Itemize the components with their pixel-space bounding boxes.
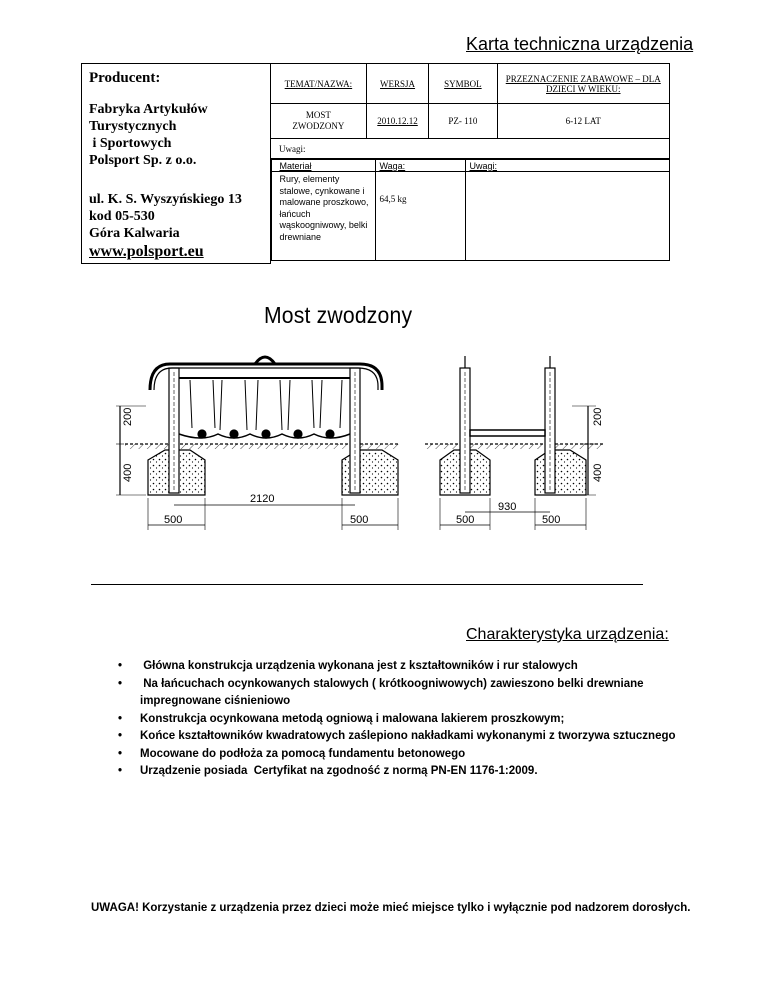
notes-label: Uwagi: <box>271 139 670 159</box>
list-item-text: Końce kształtowników kwadratowych zaślepiono nakładkami wykonanymi z tworzywa sztucznego <box>140 730 676 742</box>
producer-name-line: Fabryka Artykułów <box>89 102 208 117</box>
document-title: Karta techniczna urządzenia <box>466 34 694 54</box>
producer-website-link[interactable]: www.polsport.eu <box>89 243 204 260</box>
producer-address-line: ul. K. S. Wyszyńskiego 13 <box>89 192 242 207</box>
bullet: • <box>118 747 123 760</box>
front-dim-foot-right: 500 <box>350 514 369 526</box>
value-age: 6-12 LAT <box>497 104 670 139</box>
producer-label: Producent: <box>89 70 161 86</box>
side-dim-foot-left: 500 <box>456 514 475 526</box>
front-dim-span: 2120 <box>250 493 275 505</box>
header-name: TEMAT/NAZWA: <box>271 64 367 104</box>
list-item <box>118 711 700 729</box>
value-version: 2010.12.12 <box>366 104 428 139</box>
bullet: • <box>118 712 123 725</box>
characteristics-list <box>118 658 700 781</box>
list-item-text: Urządzenie posiada Certyfikat na zgodność z normą PN-EN 1176-1:2009. <box>140 765 538 777</box>
bullet: • <box>118 765 123 777</box>
material-value: Rury, elementy stalowe, cynkowane i malowane proszkowo, łańcuch wąskoogniwowy, belki drewniane <box>271 172 375 261</box>
material-table <box>271 159 670 261</box>
value-name: MOST ZWODZONY <box>271 104 367 139</box>
producer-address-line: Góra Kalwaria <box>89 226 180 241</box>
side-dim-height: 200 <box>592 407 604 426</box>
list-item-text: Na łańcuchach ocynkowanych stalowych ( krótkoogniwowych) zawieszono belki drewniane impregnowane ciśnieniowo <box>140 677 647 707</box>
value-symbol: PZ- 110 <box>429 104 497 139</box>
list-item <box>118 728 700 746</box>
producer-address-line: kod 05-530 <box>89 209 155 224</box>
front-dim-foot-left: 500 <box>164 514 183 526</box>
list-item <box>118 763 700 781</box>
remarks-value <box>465 172 669 261</box>
list-item <box>118 746 700 764</box>
list-item-text: Główna konstrukcja urządzenia wykonana jest z kształtowników i rur stalowych <box>140 660 578 672</box>
front-dim-depth: 400 <box>122 463 134 482</box>
list-item <box>118 676 700 711</box>
characteristics-title: Charakterystyka urządzenia: <box>466 626 669 643</box>
list-item-text: Konstrukcja ocynkowana metodą ogniową i malowana lakierem proszkowym; <box>140 712 565 725</box>
side-dim-depth: 400 <box>592 463 604 482</box>
drawing-title: Most zwodzony <box>264 302 413 328</box>
material-header: Materiał <box>271 160 375 172</box>
side-dim-foot-right: 500 <box>542 514 561 526</box>
bullet: • <box>118 660 123 672</box>
technical-drawing <box>110 350 620 540</box>
divider <box>91 584 643 585</box>
header-purpose: PRZEZNACZENIE ZABAWOWE – DLA DZIECI W WIEKU: <box>497 64 670 104</box>
weight-value: 64,5 kg <box>375 172 465 261</box>
front-dim-height: 200 <box>122 407 134 426</box>
remarks-header: Uwagi: <box>465 160 669 172</box>
producer-name-line: i Sportowych <box>89 136 172 151</box>
bullet: • <box>118 677 123 690</box>
list-item <box>118 658 700 676</box>
info-table <box>270 63 670 261</box>
producer-name-line: Turystycznych <box>89 119 177 134</box>
list-item-text: Mocowane do podłoża za pomocą fundamentu betonowego <box>140 747 466 760</box>
producer-name-line: Polsport Sp. z o.o. <box>89 153 197 168</box>
bullet: • <box>118 730 123 742</box>
weight-header: Waga: <box>375 160 465 172</box>
warning-note: UWAGA! Korzystanie z urządzenia przez dzieci może mieć miejsce tylko i wyłącznie pod nadzorem dorosłych. <box>91 902 691 914</box>
producer-box <box>81 63 271 264</box>
header-symbol: SYMBOL <box>429 64 497 104</box>
header-version: WERSJA <box>366 64 428 104</box>
side-dim-span: 930 <box>498 501 517 513</box>
